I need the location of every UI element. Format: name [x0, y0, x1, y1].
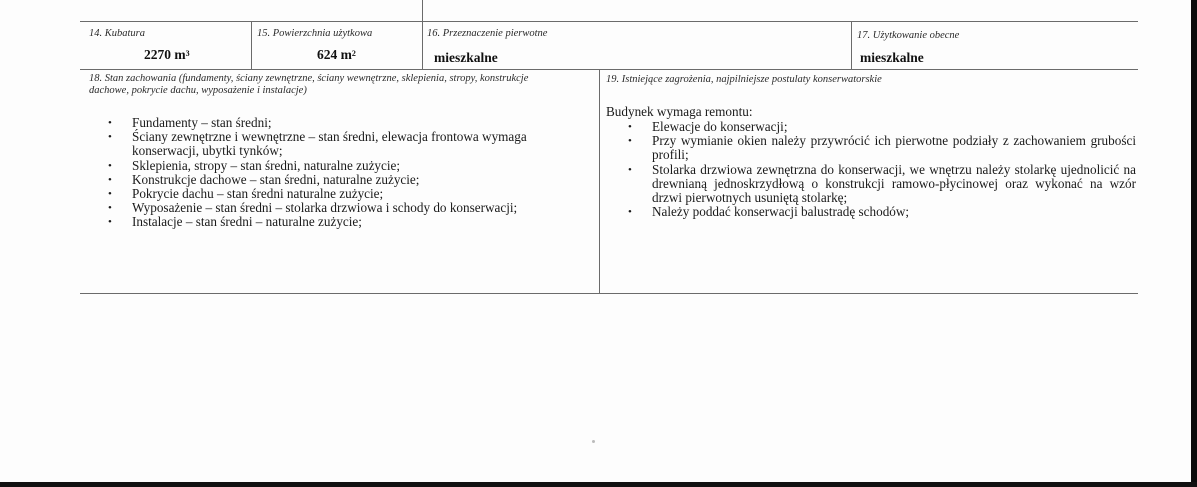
list-item [108, 215, 570, 229]
table-line-top [80, 21, 1138, 22]
list-item [108, 130, 570, 158]
stan-label-line1: 18. Stan zachowania (fundamenty, ściany zewnętrzne, ściany wewnętrzne, sklepienia, stropy, konstrukcje [89, 73, 529, 84]
scan-edge-right [1191, 0, 1197, 487]
scan-edge-bottom [0, 482, 1197, 487]
list-item [628, 134, 1136, 162]
list-item-text: Instalacje – stan średni – naturalne zużycie; [132, 214, 362, 230]
bullet-icon: • [628, 121, 632, 133]
stan-list [108, 116, 570, 230]
table-vline-3 [851, 21, 852, 69]
list-item-text: Fundamenty – stan średni; [132, 115, 272, 130]
list-item [108, 201, 570, 215]
bullet-icon: • [628, 135, 632, 148]
powierzchnia-exponent: 2 [351, 49, 356, 58]
list-item [108, 187, 570, 201]
zagrozenia-label: 19. Istniejące zagrożenia, najpilniejsze postulaty konserwatorskie [606, 74, 882, 85]
list-item-text: Elewacje do konserwacji; [652, 119, 788, 134]
list-item-text: Stolarka drzwiowa zewnętrzna do konserwacji, we wnętrzu należy stolarkę ujednolicić na drewnianą jednoskrzydłową o konstrukcji ramowo-płycinowej oraz wykonać na wzór drzwi pierwotnych usuniętą stolarkę; [652, 161, 1136, 206]
bullet-icon: • [108, 159, 112, 172]
list-item [628, 120, 1136, 134]
stan-label-line2: dachowe, pokrycie dachu, wyposażenie i instalacje) [89, 85, 307, 96]
table-line-bottom [80, 293, 1138, 294]
przeznaczenie-label: 16. Przeznaczenie pierwotne [427, 28, 548, 39]
list-item-text: Należy poddać konserwacji balustradę schodów; [652, 204, 910, 220]
bullet-icon: • [108, 188, 112, 201]
kubatura-number: 2270 m [144, 47, 186, 62]
kubatura-exponent: 3 [185, 49, 190, 58]
list-item-text: Pokrycie dachu – stan średni naturalne zużycie; [132, 186, 384, 202]
list-item-text: Ściany zewnętrzne i wewnętrzne – stan średni, elewacja frontowa wymaga konserwacji, ubytki tynków; [132, 129, 527, 159]
uzytkowanie-label: 17. Użytkowanie obecne [857, 30, 960, 41]
list-item [628, 163, 1136, 206]
powierzchnia-number: 624 m [317, 47, 352, 62]
powierzchnia-value [317, 47, 356, 63]
table-line-values [80, 69, 1138, 70]
list-item [108, 159, 570, 173]
paper-speck [592, 440, 595, 443]
list-item-text: Wyposażenie – stan średni – stolarka drzwiowa i schody do konserwacji; [132, 200, 518, 216]
bullet-icon: • [108, 202, 112, 215]
uzytkowanie-value: mieszkalne [860, 50, 924, 65]
kubatura-value [144, 47, 190, 63]
stan-label [89, 73, 594, 97]
powierzchnia-label: 15. Powierzchnia użytkowa [257, 28, 373, 39]
list-item-text: Przy wymianie okien należy przywrócić ich pierwotne podziały z zachowaniem grubości profili; [652, 133, 1136, 163]
zagrozenia-list-block [628, 120, 1136, 219]
table-vline-1 [251, 21, 252, 69]
bullet-icon: • [108, 173, 112, 186]
table-vline-middle [599, 69, 600, 293]
bullet-icon: • [108, 117, 112, 129]
list-item [108, 173, 570, 187]
bullet-icon: • [628, 163, 632, 176]
list-item [628, 205, 1136, 219]
list-item-text: Sklepienia, stropy – stan średni, naturalne zużycie; [132, 157, 401, 173]
przeznaczenie-value: mieszkalne [434, 50, 498, 65]
list-item-text: Konstrukcje dachowe – stan średni, naturalne zużycie; [132, 171, 420, 187]
table-vline-2 [422, 21, 423, 69]
kubatura-label: 14. Kubatura [89, 28, 146, 39]
zagrozenia-intro: Budynek wymaga remontu: [606, 104, 753, 119]
zagrozenia-list [628, 120, 1136, 219]
bullet-icon: • [108, 216, 112, 229]
bullet-icon: • [108, 131, 112, 144]
table-vline-upper [422, 0, 423, 21]
bullet-icon: • [628, 206, 632, 219]
stan-list-block [108, 116, 570, 230]
list-item [108, 116, 570, 130]
